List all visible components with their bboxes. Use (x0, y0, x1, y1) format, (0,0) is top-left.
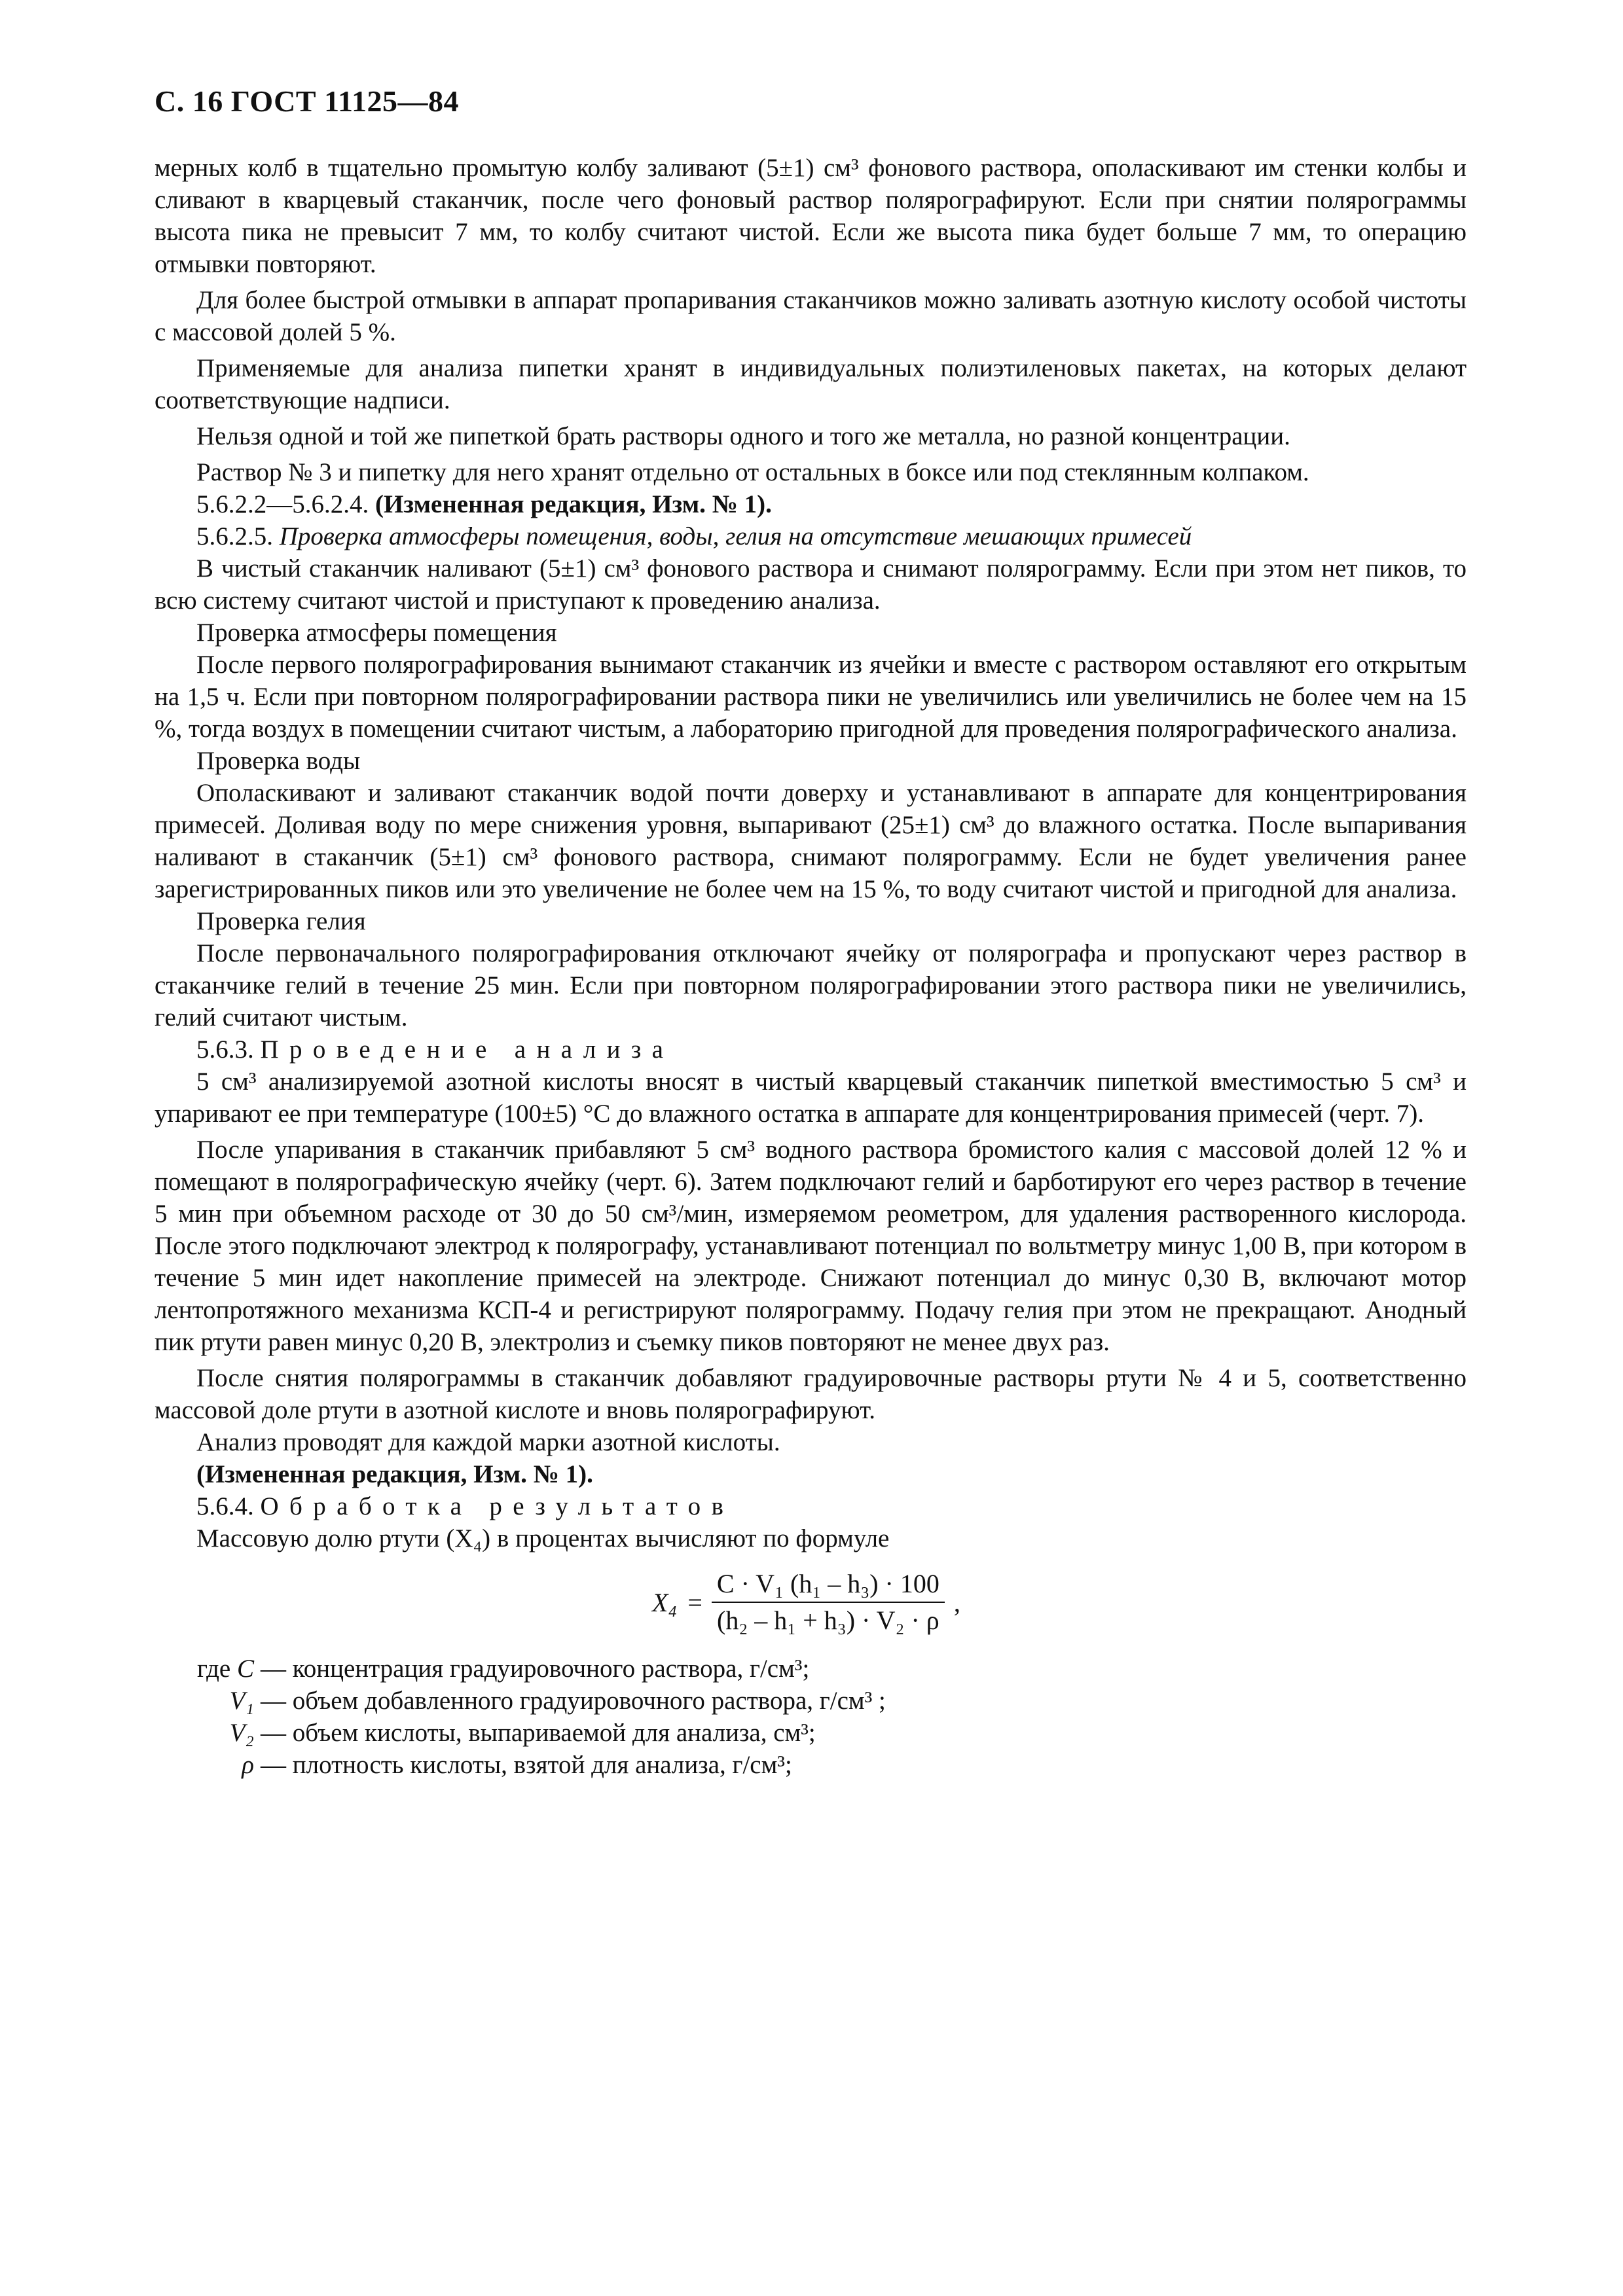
definition-row (155, 1749, 1467, 1781)
section-heading-564 (155, 1490, 1467, 1522)
section-number: 5.6.2.5. (196, 522, 273, 550)
definition-text: — концентрация градуировочного раствора, г/см³; (261, 1655, 810, 1683)
definition-symbol: ρ (242, 1751, 254, 1779)
paragraph: В чистый стаканчик наливают (5±1) см³ фонового раствора и снимают полярограмму. Если при этом нет пиков, то всю систему считают чистой и приступают к проведению анализа. (155, 554, 1467, 615)
subheading-atmosphere: Проверка атмосферы помещения (196, 619, 557, 647)
section-heading-563 (155, 1033, 1467, 1066)
definition-row (155, 1653, 1467, 1685)
section-title: Обработка результатов (260, 1492, 735, 1520)
definition-text: — объем кислоты, выпариваемой для анализа, см³; (261, 1719, 816, 1747)
definition-row (155, 1685, 1467, 1717)
page-header: С. 16 ГОСТ 11125—84 (155, 84, 460, 118)
paragraph: Анализ проводят для каждой марки азотной кислоты. (196, 1428, 780, 1456)
definition-symbol: V₁ (229, 1687, 254, 1715)
paragraph: Применяемые для анализа пипетки хранят в индивидуальных полиэтиленовых пакетах, на которых делают соответствующие надписи. (155, 354, 1467, 414)
section-heading-5625 (155, 520, 1467, 552)
section-title: Проведение анализа (260, 1035, 674, 1064)
formula-fraction (712, 1569, 945, 1636)
paragraph: Для более быстрой отмывки в аппарат пропаривания стаканчиков можно заливать азотную кислоту особой чистоты с массовой долей 5 %. (155, 286, 1467, 346)
definition-lead: где (197, 1655, 237, 1683)
amendment-label: (Измененная редакция, Изм. № 1). (375, 490, 772, 518)
paragraph: Ополаскивают и заливают стаканчик водой почти доверху и устанавливают в аппарате для концентрирования примесей. Доливая воду по мере снижения уровня, выпаривают (25±1) см³ до влажного остатка. После выпаривания наливают в стаканчик (5±1) см³ фонового раствора, снимают полярограмму. Если не будет увеличения ранее зарегистрированных пиков или это увеличение не более чем на 15 %, то воду считают чистой и пригодной для анализа. (155, 779, 1467, 903)
formula-numerator: C · V₁ (h₁ – h₃) · 100 (712, 1569, 945, 1603)
formula-trailing-comma: , (953, 1587, 960, 1617)
subheading-helium: Проверка гелия (196, 907, 366, 935)
section-title: Проверка атмосферы помещения, воды, гелия на отсутствие мешающих примесей (279, 522, 1192, 550)
paragraph: После снятия полярограммы в стаканчик добавляют градуировочные растворы ртути № 4 и 5, соответственно массовой доле ртути в азотной кислоте и вновь полярографируют. (155, 1364, 1467, 1424)
amendment-note (155, 488, 1467, 520)
section-number: 5.6.3. (196, 1035, 254, 1064)
definition-symbol: C (236, 1655, 254, 1683)
formula-lhs: X₄ (652, 1587, 678, 1617)
subheading-water: Проверка воды (196, 747, 361, 775)
document-body (155, 152, 1467, 1781)
formula-equals: = (687, 1587, 702, 1617)
paragraph: После первого полярографирования вынимают стаканчик из ячейки и вместе с раствором оставляют его открытым на 1,5 ч. Если при повторном полярографировании раствора пики не увеличились или увеличились не более чем на 15 %, тогда воздух в помещении считают чистым, а лабораторию пригодной для проведения полярографического анализа. (155, 651, 1467, 743)
section-number: 5.6.4. (196, 1492, 254, 1520)
section-number: 5.6.2.2—5.6.2.4. (196, 490, 369, 518)
amendment-label: (Измененная редакция, Изм. № 1). (196, 1460, 593, 1488)
paragraph: После первоначального полярографирования отключают ячейку от полярографа и пропускают через раствор в стаканчике гелий в течение 25 мин. Если при повторном полярографировании этого раствора пики не увеличились, гелий считают чистым. (155, 939, 1467, 1031)
variable-definitions (155, 1653, 1467, 1781)
definition-row (155, 1717, 1467, 1749)
definition-symbol: V₂ (229, 1719, 254, 1747)
paragraph: Массовую долю ртути (X₄) в процентах вычисляют по формуле (196, 1524, 890, 1552)
formula-x4 (652, 1569, 1467, 1636)
definition-text: — плотность кислоты, взятой для анализа, г/см³; (261, 1751, 792, 1779)
paragraph: 5 см³ анализируемой азотной кислоты вносят в чистый кварцевый стаканчик пипеткой вместимостью 5 см³ и упаривают ее при температуре (100±5) °С до влажного остатка в аппарате для концентрирования примесей (черт. 7). (155, 1067, 1467, 1128)
paragraph: Нельзя одной и той же пипеткой брать растворы одного и того же металла, но разной концентрации. (196, 422, 1290, 450)
paragraph: Раствор № 3 и пипетку для него хранят отдельно от остальных в боксе или под стеклянным колпаком. (196, 458, 1309, 486)
definition-text: — объем добавленного градуировочного раствора, г/см³ ; (261, 1687, 886, 1715)
paragraph: мерных колб в тщательно промытую колбу заливают (5±1) см³ фонового раствора, ополаскивают им стенки колбы и сливают в кварцевый стаканчик, после чего фоновый раствор полярографируют. Если при снятии полярограммы высота пика не превысит 7 мм, то колбу считают чистой. Если же высота пика будет больше 7 мм, то операцию отмывки повторяют. (155, 154, 1467, 278)
formula-denominator: (h₂ – h₁ + h₃) · V₂ · ρ (717, 1605, 939, 1635)
paragraph: После упаривания в стаканчик прибавляют 5 см³ водного раствора бромистого калия с массовой долей 12 % и помещают в полярографическую ячейку (черт. 6). Затем подключают гелий и барботируют его через раствор в течение 5 мин при объемном расходе от 30 до 50 см³/мин, измеряемом реометром, для удаления растворенного кислорода. После этого подключают электрод к полярографу, устанавливают потенциал по вольтметру минус 1,00 В, при котором в течение 5 мин идет накопление примесей на электроде. Снижают потенциал до минус 0,30 В, включают мотор лентопротяжного механизма КСП-4 и регистрируют полярограмму. Подачу гелия при этом не прекращают. Анодный пик ртути равен минус 0,20 В, электролиз и съемку пиков повторяют не менее двух раз. (155, 1136, 1467, 1356)
